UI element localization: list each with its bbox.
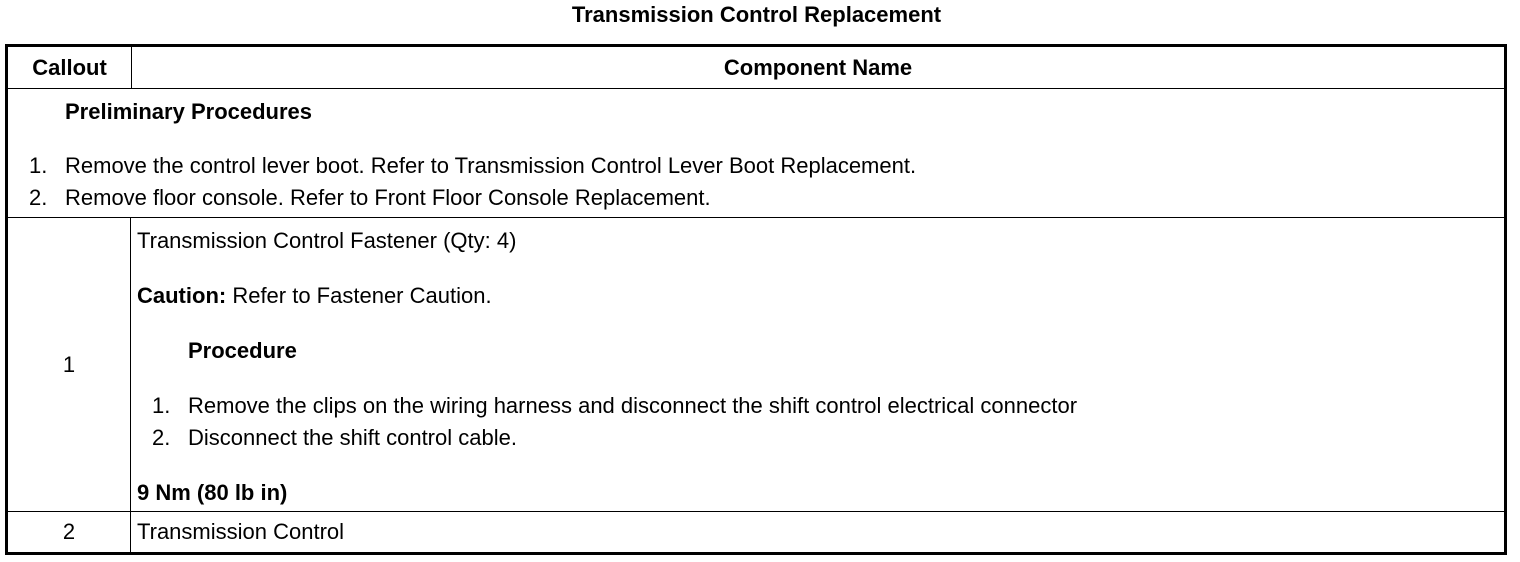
torque-spec: 9 Nm (80 lb in): [137, 480, 288, 505]
step-text: Remove floor console. Refer to Front Floor Console Replacement.: [65, 185, 711, 210]
table-row: [8, 217, 1504, 511]
callout-number: 1: [8, 218, 131, 511]
step-number: 2.: [152, 425, 171, 450]
caution-text: Refer to Fastener Caution.: [226, 283, 492, 308]
step-number: 2.: [29, 185, 48, 210]
step-text: Remove the clips on the wiring harness and disconnect the shift control electrical connector: [188, 393, 1078, 418]
header-callout: Callout: [8, 47, 132, 88]
callout-number: 2: [8, 512, 131, 552]
caution-note: [137, 283, 492, 309]
procedure-table: [5, 44, 1507, 555]
step-text: Disconnect the shift control cable.: [188, 425, 517, 450]
procedure-heading: Procedure: [188, 338, 297, 363]
table-header-row: [8, 47, 1504, 88]
preliminary-heading: Preliminary Procedures: [65, 99, 313, 124]
step-text: Remove the control lever boot. Refer to Transmission Control Lever Boot Replacement.: [65, 153, 917, 178]
step-number: 1.: [29, 153, 48, 178]
step-number: 1.: [152, 393, 171, 418]
component-name: Transmission Control Fastener (Qty: 4): [137, 228, 517, 253]
page-title: Transmission Control Replacement: [571, 2, 942, 27]
component-name: Transmission Control: [137, 519, 345, 544]
component-cell: [131, 218, 1504, 511]
preliminary-procedures-row: [8, 88, 1504, 217]
component-cell: [131, 512, 1504, 552]
table-row: [8, 511, 1504, 552]
caution-label: Caution:: [137, 283, 227, 308]
header-component-name: Component Name: [723, 54, 913, 80]
